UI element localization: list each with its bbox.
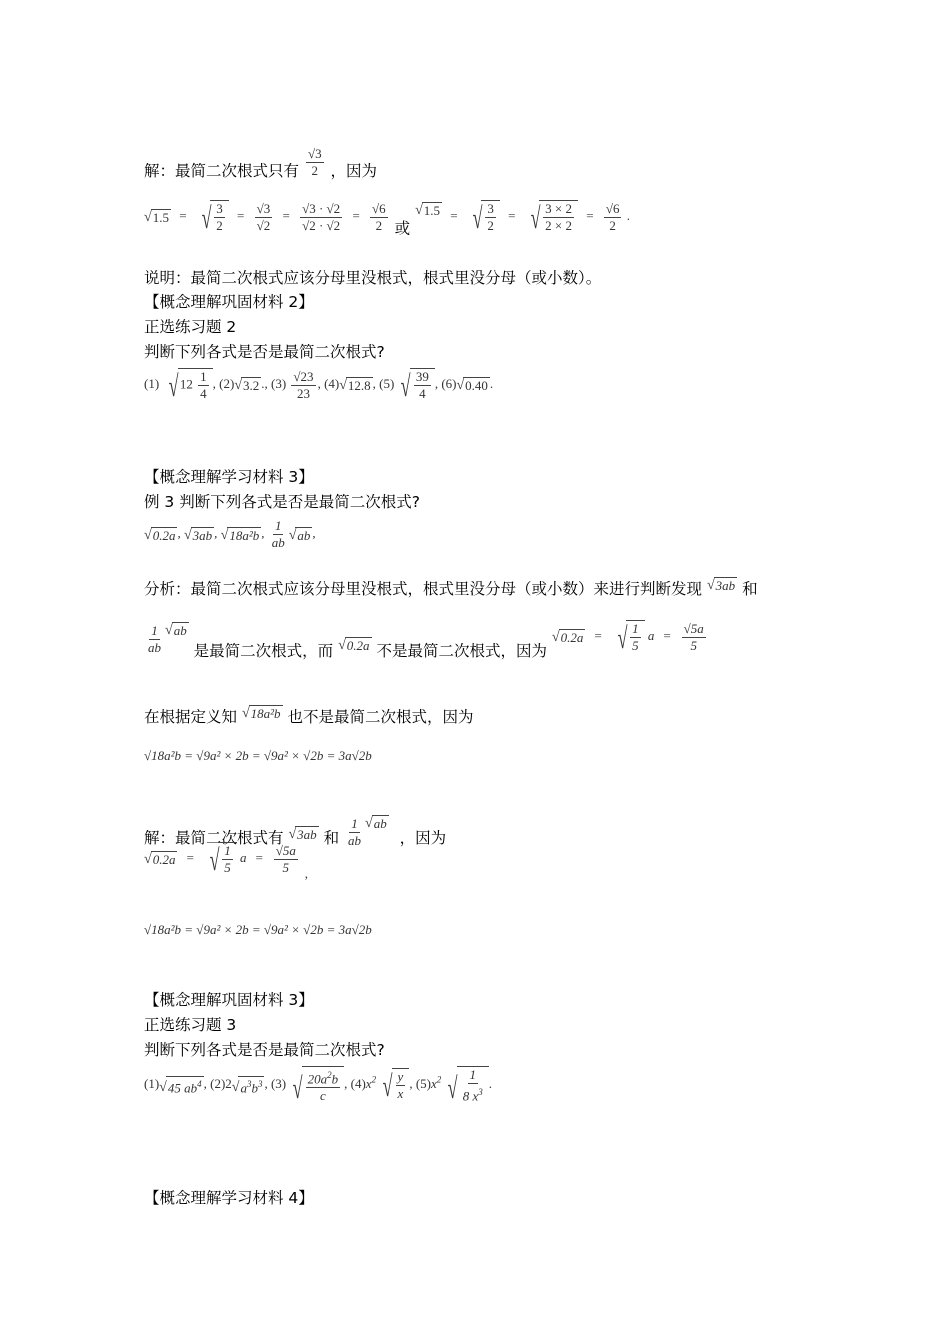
exercise-3-question: 判断下列各式是否是最简二次根式? [144,1041,385,1059]
note-1: 说明：最简二次根式应该分母里没根式，根式里没分母（或小数）。 [144,269,602,287]
frac-den: 5 [632,638,639,653]
item-label: (3) [271,375,287,391]
example-3: 例 3 判断下列各式是否是最简二次根式? [144,493,420,511]
item-label: (2) [210,1076,226,1092]
or-label: 或 [394,219,411,238]
exercise-3-title: 正选练习题 3 [144,1016,237,1034]
solution-1-line [144,146,377,181]
solution-1-prefix: 解：最简二次根式只有 [144,162,300,180]
frac-num: 5a [690,620,704,636]
sqrt-3ab: 3ab [297,827,317,843]
sqrt-18a2b: 18a²b [250,706,281,722]
analysis-equation-2: √18a²b = √9a² × 2b = √9a² × √2b = 3a√2b [144,748,372,763]
analysis-text: 不是最简二次根式，因为 [376,641,547,660]
item-label: (1) [144,375,160,391]
item-label: (4) [350,1076,366,1092]
sqrt-3ab: 3ab [715,578,736,594]
exercise-2-expression: (1) √ 12 $\frac{1}{4}$ , (2) √ 3.2 ., (3) $\frac{√23}{23}$ , (4) √ 12.8 , (5) √ $\frac{39}{4}$ , (6) √ 0.40 . [144,368,494,403]
exercise-2-question: 判断下列各式是否是最简二次根式? [144,343,385,361]
frac-den: √2 · √2 [302,217,341,233]
sqrt-12.8: 12.8 [347,378,371,393]
sqrt-3.2: 3.2 [243,378,260,393]
analysis-eq: √ 0.2a = √ $\frac{1}{5}$ a = $\frac{√5a}{5}$ [551,620,704,655]
sqrt-1.5: 1.5 [152,210,169,225]
analysis-line-2: $\frac{1}{ab}$ √ ab 是最简二次根式，而 √ 0.2a 不是最简二次根式，因为 √ 0.2a = √ $\frac{1}{5}$ a = $\frac{√5a}{5}$ [144,620,708,666]
comma: , [304,865,309,881]
exercise-2-items [144,368,493,412]
sqrt-1.5-alt: 1.5 [423,202,440,218]
exercise-2-title: 正选练习题 2 [144,318,237,336]
frac-num: 1 [632,621,639,636]
analysis-text: 在根据定义知 [144,708,238,726]
item-label: (6) [441,375,457,391]
frac-num: √3 [307,146,322,161]
frac-num: √3 · √2 [302,200,341,216]
frac-num: 3 [263,200,271,216]
analysis-line-3: 在根据定义知 √ 18a²b 也不是最简二次根式，因为 [144,706,474,726]
frac-num: 3 [487,201,494,216]
sqrt-3ab: 3ab [192,527,213,543]
item-label: (2) [219,375,235,391]
exercise-3-expression: (1) √ 45 $ab^4$ , (2)2 √ $a^3b^3$ , (3) √ $\frac{20a^2b}{c}$ , $(4)x^2$ √ $\frac{y}{x}$ , $(5)x^2$ √ $\frac{1}{8 x^3}$ . [144,1067,493,1106]
example-3-expression: √ 0.2a , √ 3ab , √ 18a²b , $\frac{1}{ab}$ √ ab , [144,518,316,550]
item-label: (3) [270,1076,287,1092]
frac-den: 2 × 2 [545,218,572,233]
frac-den: 2 [487,218,494,233]
example-3-items [144,518,316,558]
item-label: (1) [144,1076,160,1092]
solution-3-suffix: ，因为 [399,829,447,847]
sqrt-0.2a: 0.2a [346,638,370,653]
eq1-alt-expression: √ 1.5 = √ $\frac{3}{2}$ = √ $\frac{3 \times 2}{2 \times 2}$ = $\frac{√6}{2}$ . [415,200,630,235]
and-text: 和 [323,829,340,847]
solution-3-eq-1: √ 0.2a = √ $\frac{1}{5}$ a = $\frac{√5a}{5}$ , [144,842,308,888]
heading-consolidate-3: 【概念理解巩固材料 3】 [144,991,314,1009]
solution-3-eq-2: √18a²b = √9a² × 2b = √9a² × √2b = 3a√2b [144,922,372,937]
sqrt-0.2a: 0.2a [560,630,584,645]
solution-3-line: 解：最简二次根式有 √ 3ab 和 $\frac{1}{ab}$ √ ab ，因为 [144,815,447,848]
frac-num: 3 [216,201,223,216]
sqrt-0.40: 0.40 [465,378,488,393]
frac-num: 6 [379,200,386,216]
item-label: (5) [379,375,395,391]
sqrt-18a2b: 18a²b [229,527,260,543]
equation-1 [144,200,630,244]
analysis-line-1: 分析：最简二次根式应该分母里没根式，根式里没分母（或小数）来进行判断发现 √ 3ab 和 [144,578,758,598]
heading-learn-4: 【概念理解学习材料 4】 [144,1189,314,1207]
exercise-3-items [144,1066,492,1116]
solution-3-prefix: 解：最简二次根式有 [144,829,284,847]
period: . [626,207,630,223]
solution-1-suffix: ，因为 [330,162,378,180]
eq1-expression: √ 1.5 = √ $\frac{3}{2}$ = $\frac{√3}{√2}$ = $\frac{√3 \cdot √2}{√2 \cdot √2}$ = $\frac{√6}{2}$ [144,200,386,235]
frac-den: 5 [690,637,697,653]
frac-num: 3 × 2 [545,201,572,216]
frac-den: 2 [216,218,223,233]
frac-den: 2 [375,217,383,233]
heading-consolidate-2: 【概念理解巩固材料 2】 [144,293,314,311]
item-label: (4) [324,375,340,391]
fraction-sqrt3-over-2 [306,146,324,179]
frac-den: 2 [263,217,271,233]
frac-den: 2 [311,163,319,178]
analysis-text: 分析：最简二次根式应该分母里没根式，根式里没分母（或小数）来进行判断发现 [144,580,703,598]
sqrt-0.2a: 0.2a [152,527,176,543]
frac-num: 6 [612,200,620,216]
analysis-text: 是最简二次根式，而 [193,641,334,660]
item-label: (5) [415,1076,431,1092]
heading-learn-3: 【概念理解学习材料 3】 [144,468,314,486]
frac-den: 2 [609,217,616,233]
analysis-text: 也不是最简二次根式，因为 [287,708,474,726]
and-text: 和 [742,580,758,598]
